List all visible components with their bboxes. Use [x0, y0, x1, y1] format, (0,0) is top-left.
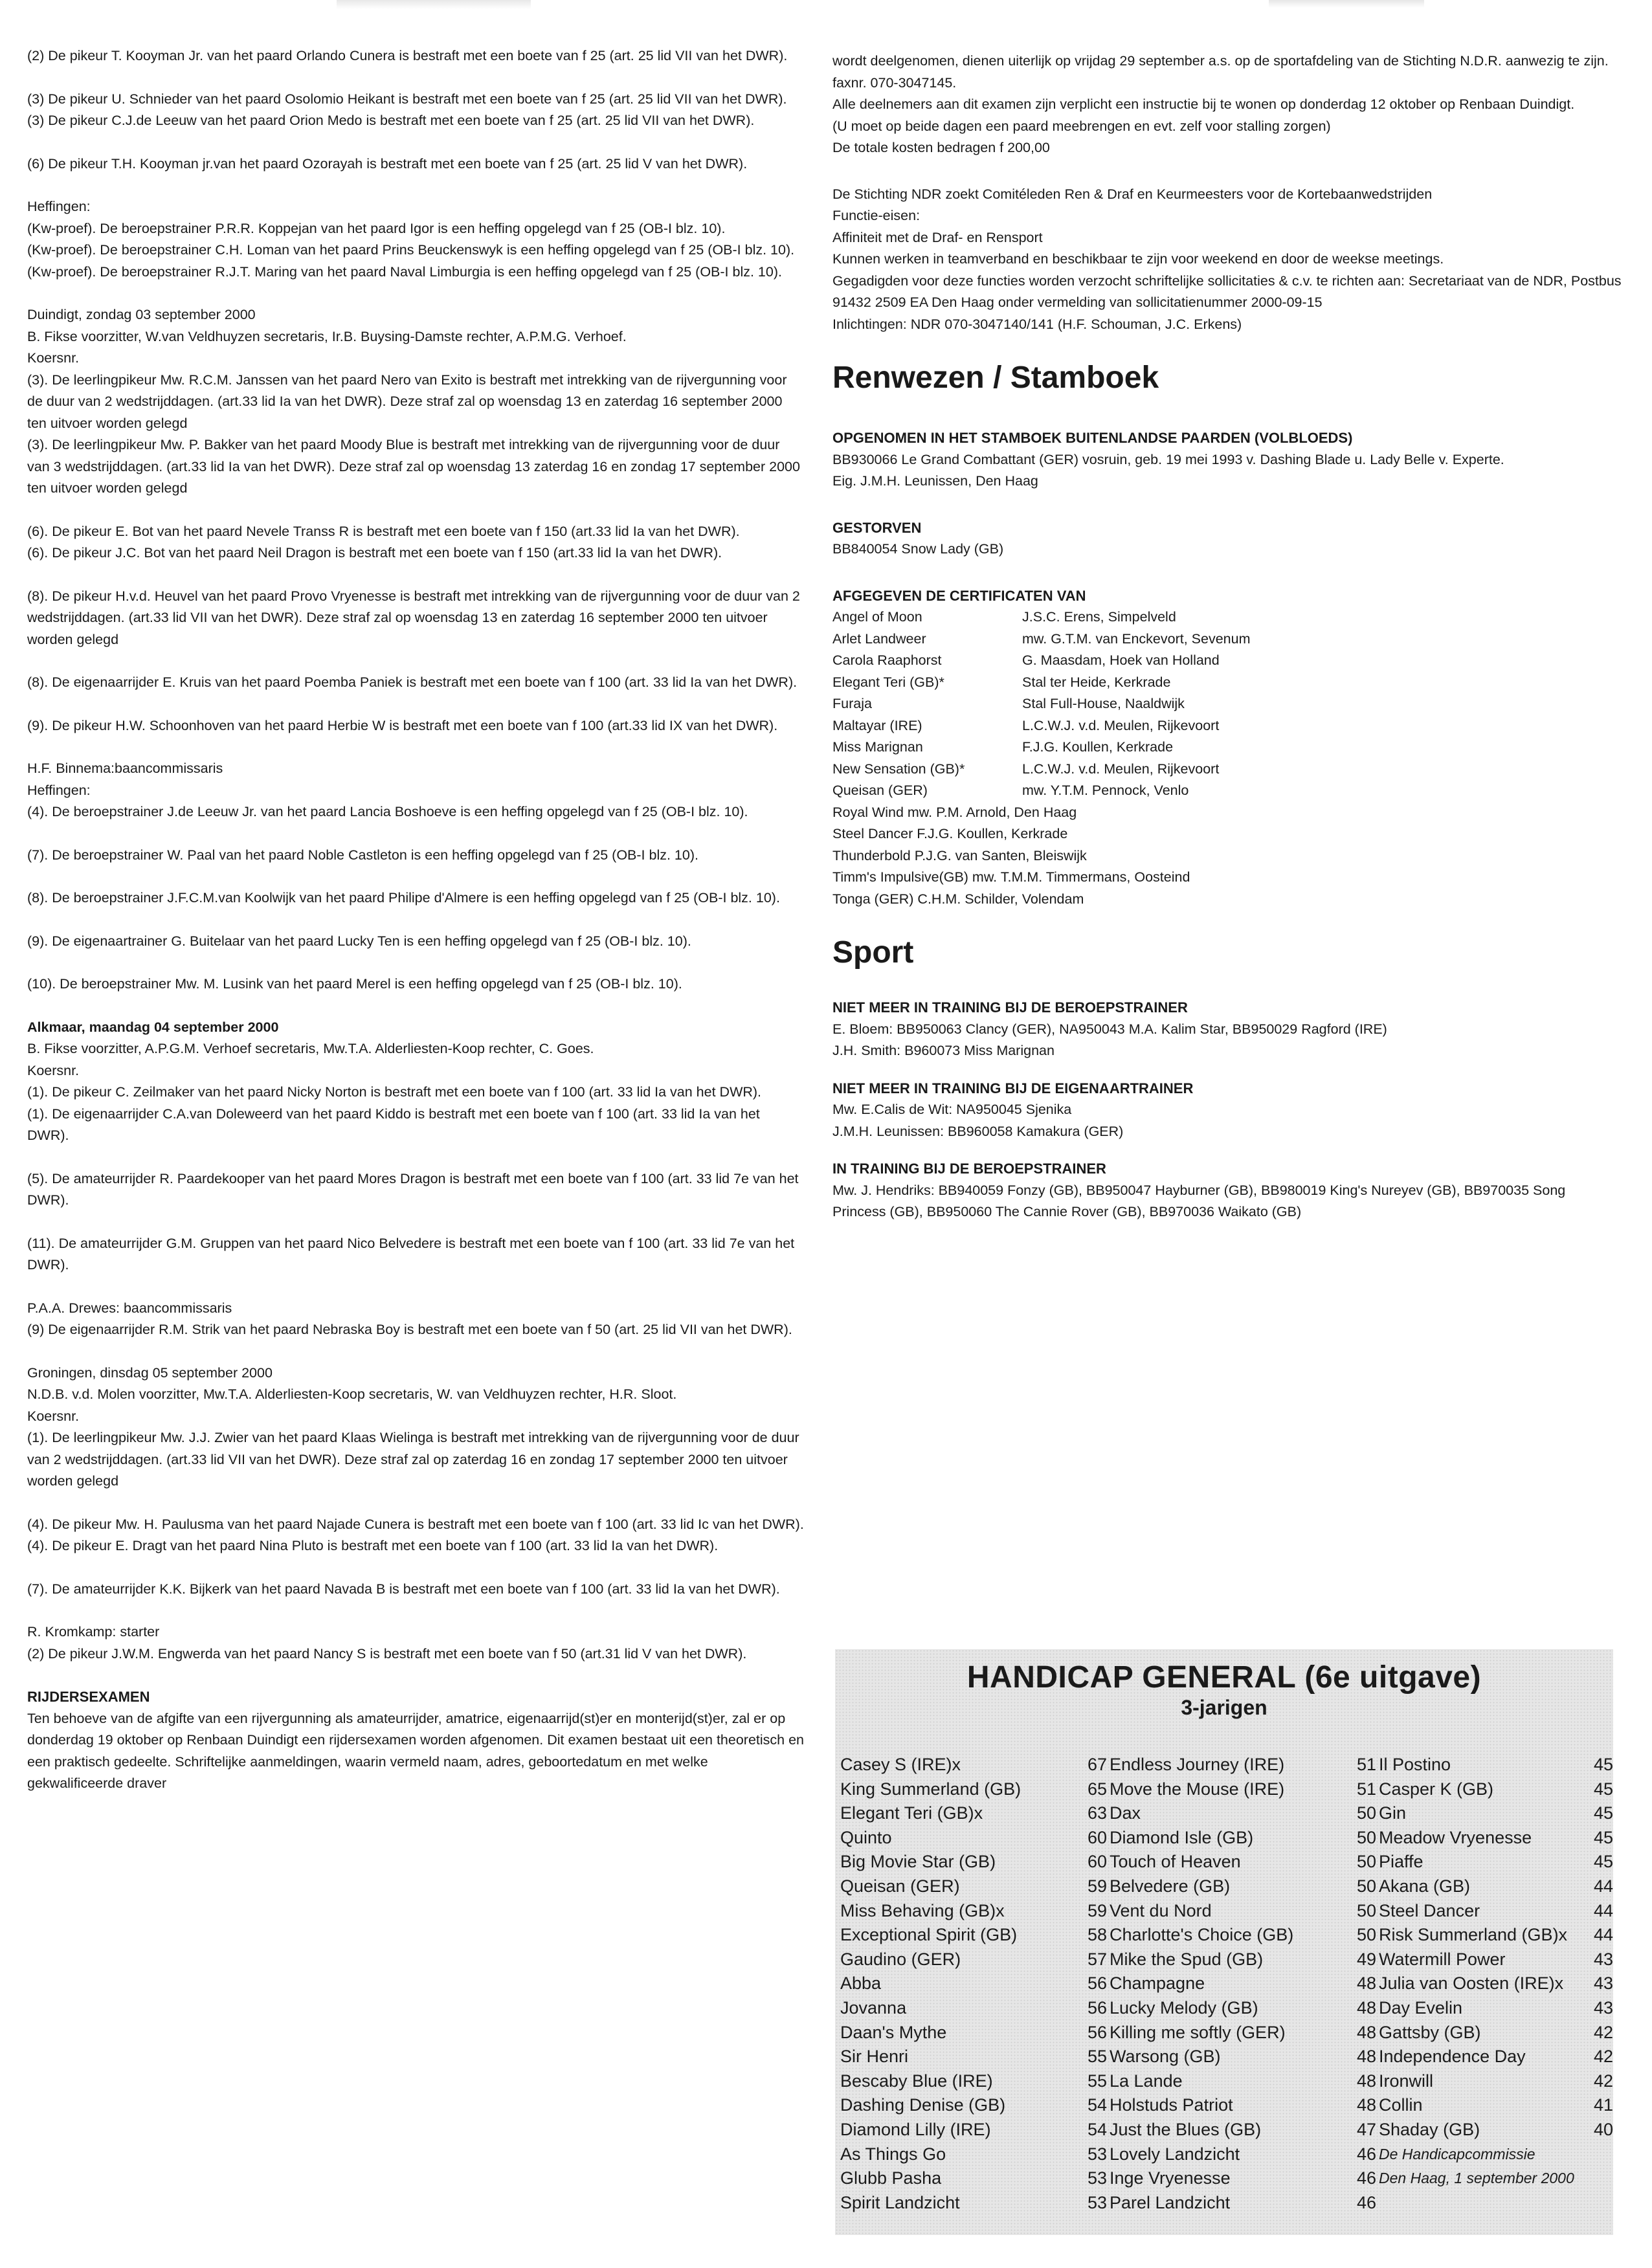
handicap-horse: Casper K (GB) — [1379, 1779, 1494, 1799]
handicap-row — [840, 1801, 1107, 1826]
rijdersexamen-text: Ten behoeve van de afgifte van een rijvergunning als amateurrijder, amatrice, eigenaarrijd(st)er en monterijd(st)er, zal er op donderdag 19 oktober op Renbaan Duindigt een rijdersexamen worden afgenomen. Dit examen bestaat uit een theoretisch en een praktisch gedeelte. Schriftelijke aanmeldingen, waarin vermeld naam, adres, geboortedatum en met welke gekwalificeerde draver — [27, 1710, 805, 1791]
handicap-weight: 48 — [1356, 2022, 1376, 2042]
handicap-row — [1110, 2093, 1376, 2118]
handicap-row — [1379, 1777, 1613, 1802]
handicap-row — [1110, 2021, 1376, 2045]
handicap-horse: Charlotte's Choice (GB) — [1110, 1925, 1294, 1945]
handicap-row — [1379, 1996, 1613, 2021]
handicap-weight: 44 — [1593, 1876, 1613, 1896]
ruling-paragraph: N.D.B. v.d. Molen voorzitter, Mw.T.A. Alderliesten-Koop secretaris, W. van Veldhuyzen rechter, H.R. Sloot. — [27, 1386, 677, 1402]
handicap-row — [840, 2093, 1107, 2118]
handicap-weight: 48 — [1356, 2095, 1376, 2115]
handicap-row — [840, 2069, 1107, 2094]
handicap-row — [840, 1923, 1107, 1948]
handicap-horse: Holstuds Patriot — [1110, 2095, 1233, 2115]
handicap-weight: 60 — [1087, 1852, 1107, 1872]
ruling-paragraph: Groningen, dinsdag 05 september 2000 — [27, 1364, 273, 1381]
ruling-paragraph: B. Fikse voorzitter, A.P.G.M. Verhoef secretaris, Mw.T.A. Alderliesten-Koop rechter, C. Goes. — [27, 1041, 594, 1056]
certificate-line: Royal Wind mw. P.M. Arnold, Den Haag — [832, 804, 1077, 820]
handicap-horse: Inge Vryenesse — [1110, 2168, 1231, 2188]
training-line: Mw. E.Calis de Wit: NA950045 Sjenika — [832, 1102, 1072, 1117]
info-line: De totale kosten bedragen f 200,00 — [832, 140, 1050, 155]
handicap-weight: 53 — [1087, 2144, 1107, 2164]
handicap-weight: 48 — [1356, 1973, 1376, 1994]
handicap-row — [1110, 1874, 1376, 1899]
handicap-horse: Gaudino (GER) — [840, 1949, 961, 1969]
gestorven-heading: GESTORVEN — [832, 519, 922, 536]
certificate-row — [832, 672, 1622, 694]
certificate-owner: G. Maasdam, Hoek van Holland — [1022, 652, 1220, 668]
handicap-weight: 42 — [1593, 2071, 1613, 2091]
handicap-horse: Independence Day — [1379, 2047, 1526, 2067]
handicap-row — [1110, 1850, 1376, 1874]
handicap-row — [1110, 1996, 1376, 2021]
ruling-paragraph: (3). De leerlingpikeur Mw. R.C.M. Janssen van het paard Nero van Exito is bestraft met intrekking van de rijvergunning voor de duur van 2 wedstrijddagen. (art.33 lid Ia van het DWR). Deze straf zal op woensdag 13 en zaterdag 16 september 2000 ten uitvoer worden gelegd — [27, 372, 787, 431]
handicap-weight: 40 — [1593, 2119, 1613, 2139]
ruling-paragraph: Heffingen: — [27, 199, 91, 214]
handicap-weight: 57 — [1087, 1949, 1107, 1969]
handicap-weight: 48 — [1356, 2071, 1376, 2091]
certificate-owner: mw. Y.T.M. Pennock, Venlo — [1022, 783, 1189, 798]
handicap-horse: Risk Summerland (GB)x — [1379, 1925, 1568, 1945]
handicap-weight: 45 — [1593, 1827, 1613, 1847]
handicap-horse: Bescaby Blue (IRE) — [840, 2071, 993, 2091]
handicap-row — [1379, 2118, 1613, 2142]
handicap-weight: 50 — [1356, 1900, 1376, 1920]
handicap-row — [840, 1826, 1107, 1851]
certificate-horse: Arlet Landweer — [832, 630, 926, 647]
handicap-horse: Queisan (GER) — [840, 1876, 960, 1896]
handicap-row — [840, 2045, 1107, 2069]
ruling-paragraph: (1). De leerlingpikeur Mw. J.J. Zwier van het paard Klaas Wielinga is bestraft met intrekking van de rijvergunning voor de duur van 2 wedstrijddagen. (art.33 lid VII van het DWR). Deze straf zal op zaterdag 16 en zondag 17 september 2000 ten uitvoer worden gelegd — [27, 1430, 799, 1489]
handicap-horse: Ironwill — [1379, 2071, 1434, 2091]
handicap-weight: 50 — [1356, 1803, 1376, 1823]
certificate-horse: New Sensation (GB)* — [832, 761, 965, 777]
handicap-weight: 45 — [1593, 1852, 1613, 1872]
handicap-weight: 46 — [1356, 2144, 1376, 2164]
handicap-horse: Julia van Oosten (IRE)x — [1379, 1973, 1564, 1994]
stamboek-line: BB930066 Le Grand Combattant (GER) vosruin, geb. 19 mei 1993 v. Dashing Blade u. Lady Belle v. Experte. — [832, 451, 1504, 467]
handicap-horse: King Summerland (GB) — [840, 1779, 1021, 1799]
ruling-paragraph: (3) De pikeur C.J.de Leeuw van het paard Orion Medo is bestraft met een boete van f 25 (art. 25 lid VII van het DWR). — [27, 113, 755, 128]
training-block — [832, 1158, 1622, 1223]
ruling-paragraph: (2) De pikeur J.W.M. Engwerda van het paard Nancy S is bestraft met een boete van f 50 (art.31 lid V van het DWR). — [27, 1645, 747, 1662]
handicap-horse: Akana (GB) — [1379, 1876, 1471, 1896]
left-paragraphs-2 — [27, 1038, 804, 1665]
handicap-row — [1379, 1801, 1613, 1826]
handicap-weight: 48 — [1356, 2047, 1376, 2067]
certificate-owner: L.C.W.J. v.d. Meulen, Rijkevoort — [1022, 717, 1220, 733]
ndr-vacancy — [832, 184, 1622, 336]
handicap-row — [1110, 2142, 1376, 2167]
certificaten-heading: AFGEGEVEN DE CERTIFICATEN VAN — [832, 587, 1086, 604]
handicap-horse: As Things Go — [840, 2144, 946, 2164]
handicap-horse: Steel Dancer — [1379, 1900, 1480, 1920]
handicap-horse: Dashing Denise (GB) — [840, 2095, 1006, 2115]
handicap-row — [840, 1850, 1107, 1874]
handicap-horse: Elegant Teri (GB)x — [840, 1803, 983, 1823]
handicap-row — [840, 2118, 1107, 2142]
handicap-row — [1110, 2166, 1376, 2191]
opgenomen-section — [832, 427, 1622, 493]
handicap-row — [1110, 1801, 1376, 1826]
handicap-weight: 50 — [1356, 1827, 1376, 1847]
ruling-paragraph: (4). De pikeur E. Dragt van het paard Nina Pluto is bestraft met een boete van f 100 (art. 33 lid Ia van het DWR). — [27, 1538, 719, 1553]
ruling-paragraph: (6). De pikeur E. Bot van het paard Nevele Transs R is bestraft met een boete van f 150 (art.33 lid Ia van het DWR). — [27, 523, 740, 539]
handicap-row — [1110, 2045, 1376, 2069]
handicap-horse: Killing me softly (GER) — [1110, 2022, 1286, 2042]
info-line: Inlichtingen: NDR 070-3047140/141 (H.F. Schouman, J.C. Erkens) — [832, 316, 1242, 332]
handicap-horse: Watermill Power — [1379, 1949, 1506, 1969]
info-line: (U moet op beide dagen een paard meebrengen en evt. zelf voor stalling zorgen) — [832, 118, 1331, 134]
scan-smudge — [337, 0, 531, 9]
exam-info — [832, 50, 1622, 159]
handicap-row — [840, 1777, 1107, 1802]
handicap-horse: Gattsby (GB) — [1379, 2022, 1481, 2042]
info-line: Functie-eisen: — [832, 208, 921, 223]
handicap-horse: Meadow Vryenesse — [1379, 1827, 1532, 1847]
info-line: Kunnen werken in teamverband en beschikbaar te zijn voor weekend en door de weekse meetings. — [832, 251, 1444, 267]
handicap-note-date: Den Haag, 1 september 2000 — [1379, 2170, 1574, 2187]
certificate-row — [832, 715, 1622, 737]
certificate-owner: Stal ter Heide, Kerkrade — [1022, 674, 1171, 690]
handicap-weight: 59 — [1087, 1876, 1107, 1896]
handicap-row — [840, 1972, 1107, 1996]
handicap-horse: Lucky Melody (GB) — [1110, 1997, 1258, 2018]
handicap-horse: Exceptional Spirit (GB) — [840, 1925, 1018, 1945]
certificate-line: Steel Dancer F.J.G. Koullen, Kerkrade — [832, 826, 1068, 841]
training-section — [832, 997, 1622, 1223]
ruling-paragraph: (9) De eigenaarrijder R.M. Strik van het paard Nebraska Boy is bestraft met een boete van f 50 (art. 25 lid VII van het DWR). — [27, 1322, 792, 1337]
handicap-weight: 48 — [1356, 1997, 1376, 2018]
handicap-row — [1110, 1753, 1376, 1777]
handicap-weight: 67 — [1087, 1755, 1107, 1774]
handicap-horse: Lovely Landzicht — [1110, 2144, 1240, 2164]
handicap-horse: Spirit Landzicht — [840, 2192, 960, 2212]
handicap-subtitle: 3-jarigen — [1181, 1696, 1267, 1719]
handicap-weight: 59 — [1087, 1900, 1107, 1920]
certificate-line: Timm's Impulsive(GB) mw. T.M.M. Timmermans, Oosteind — [832, 869, 1190, 885]
handicap-horse: Move the Mouse (IRE) — [1110, 1779, 1285, 1799]
info-line: De Stichting NDR zoekt Comitéleden Ren & Draf en Keurmeesters voor de Kortebaanwedstrijden — [832, 186, 1433, 202]
certificate-horse: Miss Marignan — [832, 739, 923, 755]
certificate-owner: Stal Full-House, Naaldwijk — [1022, 696, 1185, 711]
gestorven-section — [832, 517, 1622, 561]
certificate-horse: Queisan (GER) — [832, 783, 928, 798]
handicap-horse: Piaffe — [1379, 1852, 1423, 1872]
handicap-weight: 54 — [1087, 2095, 1107, 2115]
handicap-horse: Vent du Nord — [1110, 1900, 1212, 1920]
certificate-horse: Furaja — [832, 696, 872, 711]
handicap-horse: Just the Blues (GB) — [1110, 2119, 1262, 2139]
handicap-row — [840, 2142, 1107, 2167]
handicap-horse: Casey S (IRE)x — [840, 1755, 961, 1774]
handicap-weight: 65 — [1087, 1779, 1107, 1799]
handicap-row — [1110, 1923, 1376, 1948]
ruling-paragraph: (8). De eigenaarrijder E. Kruis van het paard Poemba Paniek is bestraft met een boete van f 100 (art. 33 lid Ia van het DWR). — [27, 674, 798, 690]
certificate-horse: Elegant Teri (GB)* — [832, 674, 944, 690]
handicap-horse: Diamond Isle (GB) — [1110, 1827, 1254, 1847]
training-heading: NIET MEER IN TRAINING BIJ DE BEROEPSTRAINER — [832, 999, 1188, 1016]
certificaten-section — [832, 585, 1622, 911]
ruling-paragraph: (9). De pikeur H.W. Schoonhoven van het paard Herbie W is bestraft met een boete van f 100 (art.33 lid IX van het DWR). — [27, 717, 778, 733]
sport-title: Sport — [832, 935, 914, 970]
handicap-row — [1379, 1972, 1613, 1996]
handicap-row — [840, 1948, 1107, 1972]
ruling-paragraph: (7). De beroepstrainer W. Paal van het paard Noble Castleton is een heffing opgelegd van f 25 (OB-I blz. 10). — [27, 847, 698, 863]
handicap-row — [840, 2021, 1107, 2045]
handicap-weight: 44 — [1593, 1925, 1613, 1945]
training-line: J.H. Smith: B960073 Miss Marignan — [832, 1043, 1055, 1058]
handicap-row — [1379, 1850, 1613, 1874]
ruling-paragraph: (4). De beroepstrainer J.de Leeuw Jr. van het paard Lancia Boshoeve is een heffing opgelegd van f 25 (OB-I blz. 10). — [27, 804, 748, 819]
ruling-paragraph: (Kw-proef). De beroepstrainer R.J.T. Maring van het paard Naval Limburgia is een heffing opgelegd van f 25 (OB-I blz. 10). — [27, 263, 782, 280]
right-column — [832, 50, 1622, 1239]
ruling-paragraph: (3). De leerlingpikeur Mw. P. Bakker van het paard Moody Blue is bestraft met intrekking van de rijvergunning voor de duur van 3 wedstrijddagen. (art.33 lid Ia van het DWR). Deze straf zal op woensdag 13 zaterdag 16 en zondag 17 september 2000 ten uitvoer worden gelegd — [27, 437, 800, 496]
ruling-paragraph: Koersnr. — [27, 1408, 80, 1424]
training-line: E. Bloem: BB950063 Clancy (GER), NA950043 M.A. Kalim Star, BB950029 Ragford (IRE) — [832, 1021, 1387, 1037]
info-line: Alle deelnemers aan dit examen zijn verplicht een instructie bij te wonen op donderdag 12 oktober op Renbaan Duindigt. — [832, 96, 1575, 112]
ruling-paragraph: (5). De amateurrijder R. Paardekooper van het paard Mores Dragon is bestraft met een boete van f 100 (art. 33 lid 7e van het DWR). — [27, 1170, 799, 1208]
info-line: wordt deelgenomen, dienen uiterlijk op vrijdag 29 september a.s. op de sportafdeling van de Stichting N.D.R. aanwezig te zijn. faxnr. 070-3047145. — [832, 53, 1609, 91]
training-line: J.M.H. Leunissen: BB960058 Kamakura (GER) — [832, 1123, 1124, 1139]
ruling-paragraph: H.F. Binnema:baancommissaris — [27, 761, 223, 776]
handicap-weight: 63 — [1087, 1803, 1107, 1823]
handicap-weight: 43 — [1593, 1949, 1613, 1969]
training-heading: NIET MEER IN TRAINING BIJ DE EIGENAARTRAINER — [832, 1080, 1194, 1096]
handicap-weight: 56 — [1087, 2022, 1107, 2042]
training-block — [832, 1078, 1622, 1143]
info-line: Gegadigden voor deze functies worden verzocht schriftelijke sollicitaties & c.v. te richten aan: Secretariaat van de NDR, Postbus 91432 2509 EA Den Haag onder vermelding van sollicitatienummer 2000-09-15 — [832, 272, 1622, 310]
handicap-weight: 55 — [1087, 2071, 1107, 2091]
handicap-row — [1379, 2093, 1613, 2118]
handicap-weight: 53 — [1087, 2168, 1107, 2188]
handicap-weight: 43 — [1593, 1997, 1613, 2018]
handicap-weight: 51 — [1356, 1755, 1376, 1774]
handicap-weight: 45 — [1593, 1803, 1613, 1823]
training-heading: IN TRAINING BIJ DE BEROEPSTRAINER — [832, 1161, 1106, 1177]
handicap-row — [840, 1874, 1107, 1899]
handicap-weight: 56 — [1087, 1997, 1107, 2018]
handicap-horse: Endless Journey (IRE) — [1110, 1755, 1285, 1774]
certificate-line: Tonga (GER) C.H.M. Schilder, Volendam — [832, 891, 1084, 907]
handicap-horse: Shaday (GB) — [1379, 2119, 1480, 2139]
certificate-row — [832, 628, 1622, 650]
handicap-horse: Collin — [1379, 2095, 1423, 2115]
handicap-horse: Touch of Heaven — [1110, 1852, 1241, 1872]
handicap-row — [1379, 1753, 1613, 1777]
handicap-row — [1110, 1826, 1376, 1851]
scan-smudge — [1269, 0, 1424, 8]
certificate-owner: L.C.W.J. v.d. Meulen, Rijkevoort — [1022, 761, 1220, 777]
handicap-title: HANDICAP GENERAL (6e uitgave) — [966, 1660, 1482, 1695]
handicap-row — [1379, 1948, 1613, 1972]
ruling-paragraph: (4). De pikeur Mw. H. Paulusma van het paard Najade Cunera is bestraft met een boete van f 100 (art. 33 lid Ic van het DWR). — [27, 1516, 804, 1532]
handicap-weight: 45 — [1593, 1755, 1613, 1774]
ruling-paragraph: P.A.A. Drewes: baancommissaris — [27, 1300, 232, 1316]
ruling-paragraph: (6) De pikeur T.H. Kooyman jr.van het paard Ozorayah is bestraft met een boete van f 25 (art. 25 lid V van het DWR). — [27, 155, 748, 172]
handicap-weight: 44 — [1593, 1900, 1613, 1920]
handicap-table — [835, 1649, 1613, 2235]
ruling-paragraph: (11). De amateurrijder G.M. Gruppen van het paard Nico Belvedere is bestraft met een boete van f 100 (art. 33 lid 7e van het DWR). — [27, 1235, 795, 1273]
handicap-horse: Mike the Spud (GB) — [1110, 1949, 1264, 1969]
ruling-paragraph: Duindigt, zondag 03 september 2000 — [27, 307, 256, 322]
handicap-horse: Belvedere (GB) — [1110, 1876, 1231, 1896]
handicap-horse: Gin — [1379, 1803, 1407, 1823]
handicap-row — [1110, 1899, 1376, 1924]
handicap-horse: Miss Behaving (GB)x — [840, 1900, 1005, 1920]
certificate-owner: F.J.G. Koullen, Kerkrade — [1022, 739, 1174, 755]
certificate-row — [832, 737, 1622, 759]
alkmaar-heading: Alkmaar, maandag 04 september 2000 — [27, 1019, 279, 1035]
handicap-row — [1110, 1948, 1376, 1972]
handicap-weight: 54 — [1087, 2119, 1107, 2139]
handicap-row — [840, 2166, 1107, 2191]
handicap-row — [1379, 2069, 1613, 2094]
handicap-row — [1110, 1777, 1376, 1802]
training-block — [832, 997, 1622, 1062]
stamboek-line: BB840054 Snow Lady (GB) — [832, 541, 1004, 557]
renwezen-title: Renwezen / Stamboek — [832, 361, 1159, 395]
handicap-weight: 46 — [1356, 2192, 1376, 2212]
ruling-paragraph: (9). De eigenaartrainer G. Buitelaar van het paard Lucky Ten is een heffing opgelegd van f 25 (OB-I blz. 10). — [27, 933, 691, 949]
ruling-paragraph: (8). De beroepstrainer J.F.C.M.van Koolwijk van het paard Philipe d'Almere is een heffing opgelegd van f 25 (OB-I blz. 10). — [27, 890, 780, 906]
ruling-paragraph: Koersnr. — [27, 1062, 80, 1078]
certificate-horse: Angel of Moon — [832, 609, 922, 625]
ruling-paragraph: (8). De pikeur H.v.d. Heuvel van het paard Provo Vryenesse is bestraft met intrekking van de rijvergunning voor de duur van 2 wedstrijddagen. (art.33 lid VII van het DWR). Deze straf zal op woensdag 13 en zaterdag 16 september 2000 ten uitvoer worden gelegd — [27, 588, 800, 647]
left-column — [27, 45, 804, 1795]
handicap-weight: 53 — [1087, 2192, 1107, 2212]
handicap-weight: 58 — [1087, 1925, 1107, 1945]
handicap-horse: Il Postino — [1379, 1755, 1451, 1774]
handicap-row — [1110, 2069, 1376, 2094]
handicap-columns — [840, 1753, 1613, 2215]
certificate-horse: Maltayar (IRE) — [832, 717, 922, 733]
certificate-horse: Carola Raaphorst — [832, 652, 942, 668]
ruling-paragraph: Heffingen: — [27, 782, 91, 798]
handicap-column — [1379, 1753, 1613, 2215]
handicap-row — [840, 1899, 1107, 1924]
handicap-horse: Sir Henri — [840, 2047, 909, 2067]
handicap-column — [1110, 1753, 1376, 2215]
handicap-weight: 49 — [1356, 1949, 1376, 1969]
certificate-row — [832, 780, 1622, 802]
certificate-row — [832, 606, 1622, 628]
handicap-weight: 50 — [1356, 1925, 1376, 1945]
handicap-weight: 56 — [1087, 1973, 1107, 1994]
certificate-line: Thunderbold P.J.G. van Santen, Bleiswijk — [832, 847, 1087, 863]
handicap-weight: 42 — [1593, 2022, 1613, 2042]
ruling-paragraph: R. Kromkamp: starter — [27, 1624, 160, 1640]
ruling-paragraph: (7). De amateurrijder K.K. Bijkerk van het paard Navada B is bestraft met een boete van f 100 (art. 33 lid Ia van het DWR). — [27, 1581, 780, 1597]
ruling-paragraph: (6). De pikeur J.C. Bot van het paard Neil Dragon is bestraft met een boete van f 150 (art.33 lid Ia van het DWR). — [27, 545, 722, 561]
ruling-paragraph: (Kw-proef). De beroepstrainer P.R.R. Koppejan van het paard Igor is een heffing opgelegd van f 25 (OB-I blz. 10). — [27, 220, 726, 236]
ruling-paragraph: (1). De eigenaarrijder C.A.van Doleweerd van het paard Kiddo is bestraft met een boete van f 100 (art. 33 lid Ia van het DWR). — [27, 1106, 760, 1143]
handicap-row — [1379, 1874, 1613, 1899]
handicap-weight: 42 — [1593, 2047, 1613, 2067]
handicap-weight: 55 — [1087, 2047, 1107, 2067]
handicap-horse: La Lande — [1110, 2071, 1183, 2091]
handicap-horse: Parel Landzicht — [1110, 2192, 1231, 2212]
handicap-weight: 41 — [1593, 2095, 1613, 2115]
certificate-row — [832, 650, 1622, 672]
info-line: Affiniteit met de Draf- en Rensport — [832, 229, 1043, 245]
handicap-horse: Dax — [1110, 1803, 1141, 1823]
handicap-weight: 50 — [1356, 1852, 1376, 1872]
left-paragraphs — [27, 45, 804, 995]
handicap-row — [1379, 1826, 1613, 1851]
handicap-row — [840, 1753, 1107, 1777]
handicap-horse: Big Movie Star (GB) — [840, 1852, 996, 1872]
ruling-paragraph: (3) De pikeur U. Schnieder van het paard Osolomio Heikant is bestraft met een boete van f 25 (art. 25 lid VII van het DWR). — [27, 91, 787, 107]
handicap-weight: 60 — [1087, 1827, 1107, 1847]
handicap-column — [840, 1753, 1107, 2215]
ruling-paragraph: Koersnr. — [27, 350, 80, 366]
ruling-paragraph: (2) De pikeur T. Kooyman Jr. van het paard Orlando Cunera is bestraft met een boete van f 25 (art. 25 lid VII van het DWR). — [27, 48, 788, 63]
training-line: Mw. J. Hendriks: BB940059 Fonzy (GB), BB950047 Hayburner (GB), BB980019 King's Nureyev (GB), BB970035 Song Princess (GB), BB950060 The Cannie Rover (GB), BB970036 Waikato (GB) — [832, 1182, 1566, 1219]
ruling-paragraph: (1). De pikeur C. Zeilmaker van het paard Nicky Norton is bestraft met een boete van f 100 (art. 33 lid Ia van het DWR). — [27, 1084, 762, 1100]
handicap-weight: 47 — [1356, 2119, 1376, 2139]
handicap-row — [1379, 1899, 1613, 1924]
handicap-weight: 43 — [1593, 1973, 1613, 1994]
handicap-row — [1110, 2118, 1376, 2142]
handicap-horse: Glubb Pasha — [840, 2168, 942, 2188]
handicap-horse: Diamond Lilly (IRE) — [840, 2119, 991, 2139]
opgenomen-heading: OPGENOMEN IN HET STAMBOEK BUITENLANDSE PAARDEN (VOLBLOEDS) — [832, 430, 1353, 446]
handicap-note-signature: De Handicapcommissie — [1379, 2145, 1535, 2162]
handicap-horse: Jovanna — [840, 1997, 907, 2018]
handicap-row — [1379, 1923, 1613, 1948]
handicap-row — [840, 2191, 1107, 2216]
handicap-row — [1379, 2045, 1613, 2069]
handicap-horse: Warsong (GB) — [1110, 2047, 1221, 2067]
handicap-row — [840, 1996, 1107, 2021]
certificate-row — [832, 759, 1622, 781]
handicap-horse: Abba — [840, 1973, 882, 1994]
handicap-horse: Daan's Mythe — [840, 2022, 947, 2042]
handicap-row — [1110, 1972, 1376, 1996]
ruling-paragraph: (Kw-proef). De beroepstrainer C.H. Loman van het paard Prins Beuckenswyk is een heffing opgelegd van f 25 (OB-I blz. 10). — [27, 242, 795, 258]
handicap-weight: 50 — [1356, 1876, 1376, 1896]
ruling-paragraph: B. Fikse voorzitter, W.van Veldhuyzen secretaris, Ir.B. Buysing-Damste rechter, A.P.M.G. Verhoef. — [27, 328, 627, 344]
rijdersexamen-heading: RIJDERSEXAMEN — [27, 1689, 150, 1705]
certificate-owner: J.S.C. Erens, Simpelveld — [1022, 609, 1176, 625]
certificate-owner: mw. G.T.M. van Enckevort, Sevenum — [1022, 630, 1251, 647]
certificate-row — [832, 693, 1622, 715]
handicap-horse: Day Evelin — [1379, 1997, 1463, 2018]
handicap-horse: Champagne — [1110, 1973, 1205, 1994]
handicap-weight: 51 — [1356, 1779, 1376, 1799]
handicap-weight: 45 — [1593, 1779, 1613, 1799]
handicap-horse: Quinto — [840, 1827, 892, 1847]
handicap-weight: 46 — [1356, 2168, 1376, 2188]
stamboek-line: Eig. J.M.H. Leunissen, Den Haag — [832, 473, 1038, 489]
handicap-row — [1379, 2021, 1613, 2045]
ruling-paragraph: (10). De beroepstrainer Mw. M. Lusink van het paard Merel is een heffing opgelegd van f 25 (OB-I blz. 10). — [27, 976, 682, 992]
handicap-row — [1110, 2191, 1376, 2216]
